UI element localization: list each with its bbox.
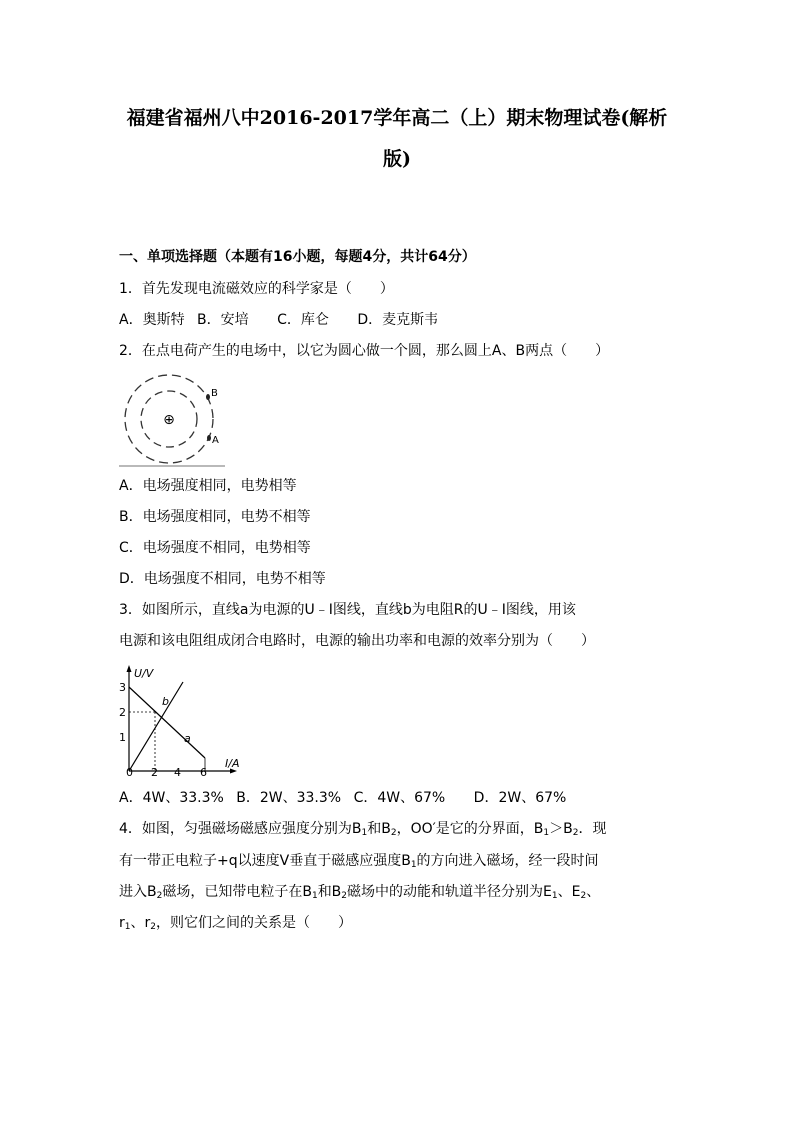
q3-x-label: I/A: [225, 757, 240, 770]
q3-y-arrow: [127, 665, 132, 672]
q2-option-a: A．电场强度相同，电势相等: [119, 478, 297, 494]
q3-ytick-1: 1: [119, 731, 126, 744]
q3-option-d: D．2W、67%: [473, 790, 567, 806]
q1-options: [119, 312, 438, 328]
q3-xtick-2: 2: [151, 766, 158, 779]
q2-label-a: A: [212, 435, 219, 446]
q3-ytick-2: 2: [119, 706, 126, 719]
q3-xtick-4: 4: [174, 766, 181, 779]
q3-xtick-6: 6: [200, 766, 207, 779]
q2-center-charge: ⊕: [163, 412, 175, 428]
q4-stem-line4: $r_1$、$r_2$，则它们之间的关系是（ ）: [119, 915, 352, 932]
q3-stem-line1: 3．如图所示，直线a为电源的U﹣I图线，直线b为电阻R的U﹣I图线，用该: [119, 602, 576, 618]
q3-option-b: B．2W、33.3%: [236, 790, 342, 806]
q4-stem-line3: 进入$B_2$磁场，已知带电粒子在$B_1$和$B_2$磁场中的动能和轨道半径分别为$E_1$、$E_2$、: [119, 884, 601, 901]
section-heading: 一、单项选择题（本题有16小题，每题4分，共计64分）: [119, 249, 476, 265]
q2-point-b: [206, 394, 210, 400]
q1-stem: 1．首先发现电流磁效应的科学家是（ ）: [119, 281, 394, 297]
q2-label-b: B: [211, 388, 218, 399]
q2-stem: 2．在点电荷产生的电场中，以它为圆心做一个圆，那么圆上A、B两点（ ）: [119, 343, 610, 359]
q3-option-c: C．4W、67%: [353, 790, 446, 806]
q2-point-a: [207, 435, 211, 441]
q2-option-b: B．电场强度相同，电势不相等: [119, 509, 311, 525]
q3-ui-graph: [117, 664, 242, 779]
q3-label-b: b: [162, 695, 169, 708]
q4-stem-line1: 4．如图，匀强磁场磁感应强度分别为$B_1$和$B_2$，OO′是它的分界面，$B_1>B_2$．现: [119, 821, 607, 838]
q1-option-c: C．库仑: [277, 312, 329, 328]
q1-option-d: D．麦克斯韦: [357, 312, 439, 328]
q2-option-c: C．电场强度不相同，电势相等: [119, 540, 311, 556]
q2-figure: [119, 372, 229, 468]
q3-label-a: a: [184, 732, 191, 745]
q3-xtick-0: 0: [126, 766, 133, 779]
q4-stem-line2: 有一带正电粒子+q以速度V垂直于磁感应强度$B_1$的方向进入磁场，经一段时间: [119, 853, 599, 870]
q3-options: [119, 790, 566, 806]
doc-title-line1: 福建省福州八中2016-2017学年高二（上）期末物理试卷(解析: [126, 107, 668, 129]
q3-y-label: U/V: [134, 667, 154, 680]
q3-stem-line2: 电源和该电阻组成闭合电路时，电源的输出功率和电源的效率分别为（ ）: [119, 633, 595, 649]
q1-option-a: A．奥斯特: [119, 312, 185, 328]
q3-ytick-3: 3: [119, 681, 126, 694]
doc-title-line2: 版): [383, 148, 411, 170]
q3-option-a: A．4W、33.3%: [119, 790, 224, 806]
q1-option-b: B．安培: [197, 312, 249, 328]
q2-option-d: D．电场强度不相同，电势不相等: [119, 571, 326, 587]
